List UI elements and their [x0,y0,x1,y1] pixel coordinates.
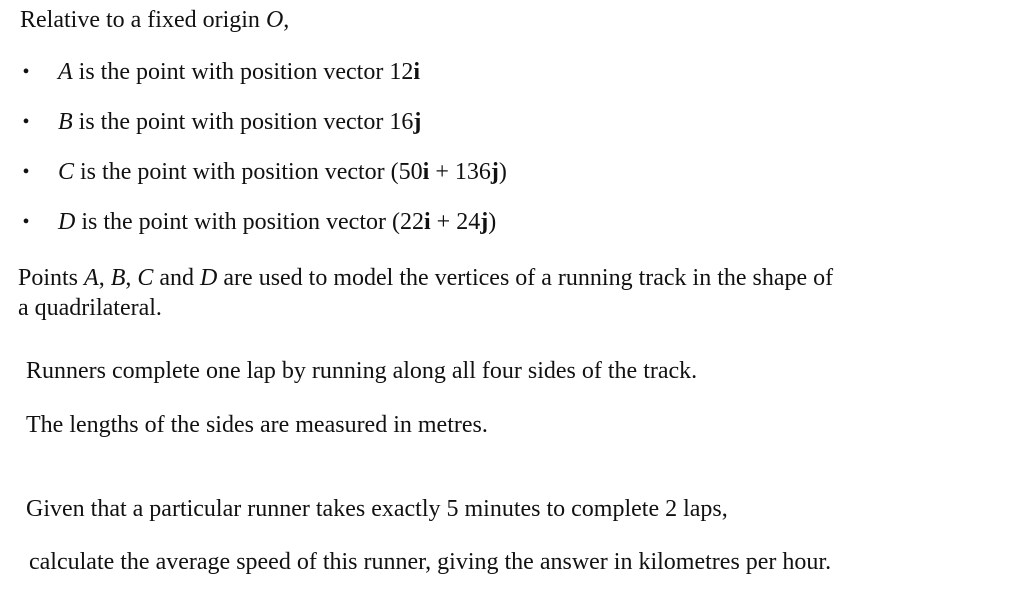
point-c-text [58,157,507,187]
point-b-description: is the point with position vector [72,109,390,135]
point-b-text [58,107,421,137]
point-b-ref: B [110,265,126,291]
units-paragraph: The lengths of the sides are measured in metres. [26,412,488,438]
lap-paragraph: Runners complete one lap by running along all four sides of the track. [26,358,698,384]
point-a-text [58,57,420,87]
point-d-name: D [58,209,76,235]
bullet-icon: • [22,61,30,83]
intro-trailing: , [283,7,290,33]
point-d-vector [392,209,496,235]
point-c-description: is the point with position vector [74,159,391,185]
intro-line [20,6,289,34]
origin-label: O [265,7,284,33]
unit-vector-j: j [480,209,489,235]
point-c-name: C [58,159,75,185]
vector-part: ) [488,209,497,235]
vector-part: (50 [390,159,423,185]
vector-part: + 136 [429,159,491,185]
point-a-ref: A [84,265,99,291]
unit-vector-i: i [423,209,431,235]
bullet-icon: • [22,161,30,183]
point-d-description: is the point with position vector [75,209,392,235]
unit-vector-j: j [490,159,499,185]
vector-part: + 24 [430,209,481,235]
vector-part: (22 [391,209,424,235]
bullet-icon: • [22,211,30,233]
bullet-icon: • [22,111,30,133]
point-a-description: is the point with position vector [72,59,390,85]
model-paragraph-line-2: a quadrilateral. [18,295,162,321]
given-paragraph: Given that a particular runner takes exactly 5 minutes to complete 2 laps, [26,496,728,522]
model-rest: are used to model the vertices of a running track in the shape of [217,265,834,291]
separator: , [125,265,138,291]
separator: , [98,265,111,291]
intro-text: Relative to a fixed origin [20,7,266,33]
model-paragraph-line-1 [18,264,833,292]
point-c-ref: C [137,265,154,291]
point-a-name: A [58,59,73,85]
point-d-text [58,207,496,237]
point-d-ref: D [200,265,218,291]
point-a-vector [389,59,420,85]
unit-vector-i: i [422,159,430,185]
vector-part: ) [498,159,507,185]
point-b-vector [389,109,421,135]
unit-vector-j: j [413,109,422,135]
vector-part: 12 [389,59,414,85]
point-b-name: B [58,109,73,135]
task-paragraph: calculate the average speed of this runner, giving the answer in kilometres per hour. [29,549,832,575]
model-prefix: Points [18,265,85,291]
and-word: and [153,265,201,291]
point-c-vector [391,159,507,185]
vector-part: 16 [389,109,414,135]
unit-vector-i: i [413,59,420,85]
